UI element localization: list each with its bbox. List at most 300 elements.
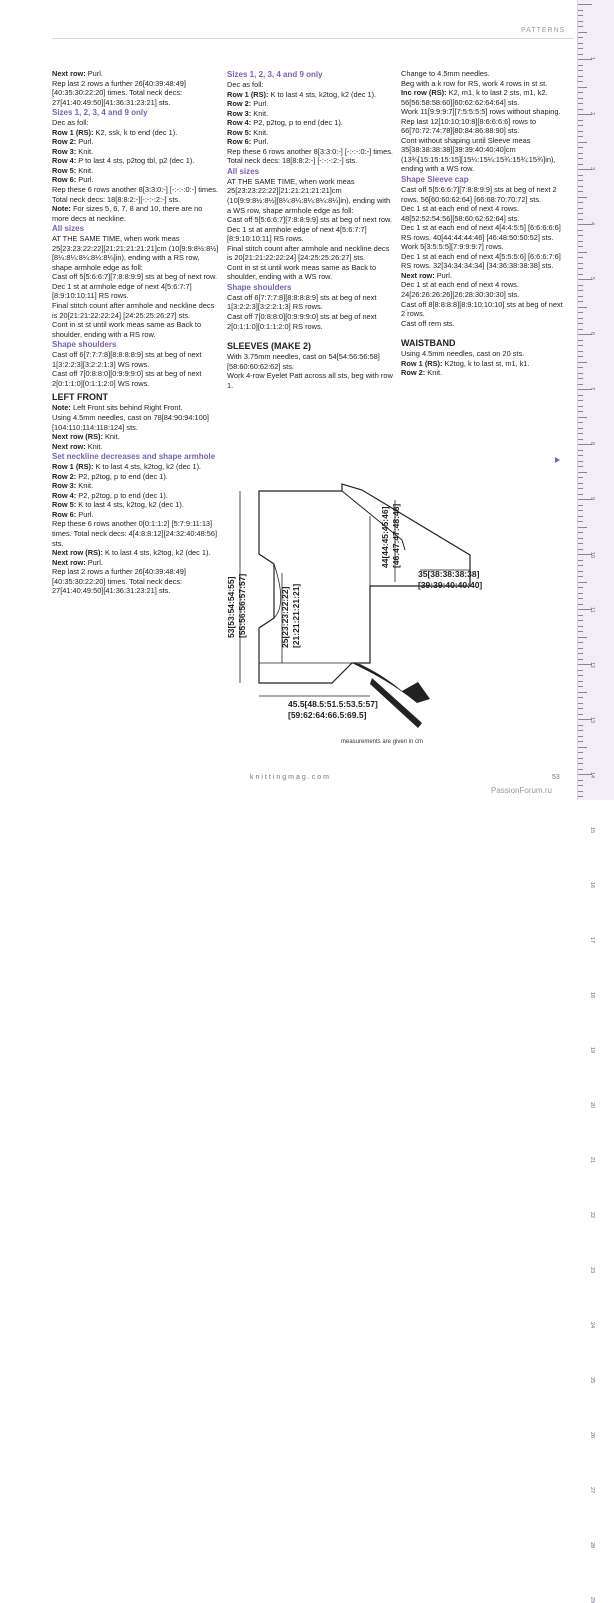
instruction-row (52, 156, 220, 166)
dim-sleeve-length: 35[38:38:38:38] (418, 569, 480, 579)
ruler-label: 27 (589, 1487, 595, 1494)
ruler-tick (578, 164, 583, 165)
ruler-label: 17 (589, 937, 595, 944)
ruler-tick (578, 697, 583, 698)
instruction-row (52, 510, 220, 520)
paragraph: Dec 1 st at each end of next 4[4:4:5:5] [6:6:6:6:6] RS rows. 40[44:44:44:46] [46:48:50:50:52] sts. (401, 223, 561, 242)
instruction-row (52, 69, 220, 79)
paragraph: Cont in st st until work meas same as Back to shoulder, ending with a RS row. (52, 320, 202, 339)
paragraph: Cast off rem sts. (401, 318, 455, 328)
ruler-tick (578, 593, 583, 594)
ruler-label: 19 (589, 1047, 595, 1054)
paragraph: Dec 1 st at each end of next 4 rows. 24[26:26:26:26][26:28:30:30:30] sts. (401, 280, 520, 300)
row-text: Knit. (104, 432, 120, 442)
row-label: Next row: (401, 270, 437, 280)
ruler-tick (578, 780, 583, 781)
paragraph: Cast off 8[8:8:8:8][8:9:10:10:10] sts at beg of next 2 rows. (401, 299, 563, 319)
row-text: Knit. (78, 165, 94, 175)
column-2 (227, 69, 393, 390)
row-label: Row 1 (RS): (52, 127, 96, 137)
section-heading: WAISTBAND (401, 338, 456, 349)
section-tag: PATTERNS (521, 27, 566, 34)
ruler-label: 12 (589, 662, 595, 669)
ruler-tick (578, 796, 583, 797)
paragraph: Rep last 12[10:10:10:8][8:6:6:6:6] rows to 66[70:72:74:78][80:84:86:88:90] sts. (401, 116, 537, 136)
ruler-tick (578, 428, 583, 429)
ruler-tick (578, 708, 583, 709)
paragraph: Dec as foll: (52, 118, 89, 128)
ruler-tick (578, 565, 583, 566)
instruction-row (52, 166, 220, 176)
schematic-diagram (222, 478, 482, 740)
instruction-row (52, 432, 220, 442)
ruler-tick (578, 576, 583, 577)
ruler-tick (578, 659, 583, 660)
paragraph: Change to 4.5mm needles. (401, 69, 490, 78)
ruler-tick (578, 620, 583, 621)
ruler-tick (578, 417, 587, 418)
ruler-tick (578, 26, 583, 27)
ruler-tick (578, 395, 583, 396)
ruler-label: 5 (589, 277, 595, 281)
paragraph: With 3.75mm needles, cast on 54[54:56:56:58][58:60:60:62:62] sts. (227, 352, 380, 371)
ruler-tick (578, 70, 583, 71)
ruler-tick (578, 670, 583, 671)
dim-sleeve-length-2: [39:39:40:40:40] (418, 580, 483, 590)
instruction-row (401, 359, 566, 369)
ruler-tick (578, 153, 583, 154)
ruler-label: 2 (589, 112, 595, 116)
row-label: Row 6: (227, 137, 254, 147)
ruler-tick (578, 312, 583, 313)
paragraph: Cont without shaping until Sleeve meas 35[38:38:38:38][39:39:40:40:40]cm (13¾[15:15:15:15][15¼:15¼:15¾:15¾:15¾]in), ending with a WS row. (401, 135, 556, 174)
paragraph: Cast off 5[5:6:6:7][7:8:8:9:9] sts at beg of next row. (227, 215, 393, 225)
row-label: Row 3: (52, 481, 79, 491)
ruler-tick (578, 296, 583, 297)
ruler-tick (578, 120, 583, 121)
ruler-tick (578, 422, 583, 423)
ruler-tick (578, 362, 587, 363)
ruler-tick (578, 730, 583, 731)
paragraph: Rep these 6 rows another 8[3:3:0:-] [-:-:-:0:-] times. Total neck decs: 18[8:8:2:-][-:-:-:2:-] sts. (52, 185, 218, 204)
ruler-label: 28 (589, 1542, 595, 1549)
ruler-tick (578, 213, 583, 214)
ruler-label: 22 (589, 1212, 595, 1219)
row-label: Row 4: (52, 490, 79, 500)
ruler-tick (578, 351, 583, 352)
ruler-tick (578, 32, 587, 33)
row-text: P2, p2tog, p to end (dec 1). (78, 471, 168, 481)
dim-inner-height-2: [21:21:21:21:21] (291, 583, 301, 648)
ruler-tick (578, 450, 583, 451)
paragraph: Cast off 6[7:7:7:8][8:8:8:8:9] sts at beg of next 1[3:2:2:3][3:2:2:1:3] RS rows. (227, 292, 377, 312)
row-label: Row 6: (52, 509, 79, 519)
row-label: Next row: (52, 69, 88, 78)
page-number: 53 (552, 774, 560, 781)
subheading: Shape Sleeve cap (401, 175, 469, 185)
row-label: Row 3: (227, 108, 254, 118)
row-label: Row 4: (227, 118, 254, 128)
ruler-tick (578, 494, 583, 495)
instruction-row (52, 481, 220, 491)
row-label: Next row: (52, 441, 88, 451)
ruler-label: 20 (589, 1102, 595, 1109)
ruler-tick (578, 356, 583, 357)
row-label: Row 1 (RS): (227, 89, 271, 99)
paragraph: Cast off 5[5:6:6:7][7:8:8:9:9] sts at beg of next row. (52, 272, 218, 282)
row-text: Purl. (87, 69, 103, 78)
row-text: K to last 4 sts, k2tog, k2 (dec 1). (270, 89, 377, 99)
ruler-tick (578, 367, 583, 368)
ruler-tick (578, 202, 583, 203)
ruler-tick (578, 543, 583, 544)
instruction-row (52, 137, 220, 147)
instruction-row (52, 128, 220, 138)
paragraph: Cast off 7[0:8:8:0][0:9:9:9:0] sts at beg of next 2[0:1:1:0][0:1:1:2:0] RS rows. (227, 312, 377, 331)
paragraph: Dec 1 st at armhole edge of next 4[5:6:7:7] [8:9:10:10:11] RS rows. (52, 281, 192, 301)
dim-sleeve-cap: 44[44:45:45:46] (380, 506, 390, 568)
ruler-tick (578, 516, 583, 517)
ruler-tick (578, 686, 583, 687)
instruction-row (52, 442, 220, 452)
ruler-tick (578, 549, 583, 550)
row-text: For sizes 5, 6, 7, 8 and 10, there are no more decs at neckline. (52, 204, 203, 223)
dim-sleeve-cap-2: [46:47:47:48:48] (391, 503, 401, 568)
subheading: All sizes (227, 166, 260, 176)
ruler-tick (578, 142, 587, 143)
row-label: Next row: (52, 557, 88, 567)
row-text: Knit. (427, 368, 443, 378)
ruler-tick (578, 521, 583, 522)
instruction-row (401, 368, 566, 378)
dim-inner-height: 25[23:23:22:22] (280, 586, 290, 648)
row-text: Purl. (87, 557, 103, 567)
row-label: Row 2: (227, 99, 254, 109)
ruler-tick (578, 241, 583, 242)
ruler-label: 16 (589, 882, 595, 889)
instruction-row (401, 88, 566, 107)
dim-left-height: 53[53:54:54:55] (226, 576, 236, 638)
dim-width-2: [59:62:64:66.5:69.5] (288, 710, 367, 720)
row-label: Row 5: (52, 165, 79, 175)
ruler-tick (578, 455, 583, 456)
paragraph: Cont in st st until work meas same as Back to shoulder, ending with a WS row. (227, 262, 377, 282)
row-label: Row 2: (401, 368, 428, 378)
ruler-label: 8 (589, 442, 595, 446)
ruler-tick (578, 180, 583, 181)
ruler-tick (578, 406, 583, 407)
row-text: K to last 4 sts, k2tog, k2 (dec 1). (95, 462, 202, 472)
instruction-row (227, 118, 393, 128)
side-ruler (577, 0, 614, 1603)
ruler-label: 21 (589, 1157, 595, 1164)
ruler-tick (578, 791, 583, 792)
ruler-tick (578, 252, 587, 253)
ruler-tick (578, 433, 583, 434)
ruler-tick (578, 257, 583, 258)
ruler-tick (578, 587, 583, 588)
row-label: Row 2: (52, 137, 79, 147)
section-heading: LEFT FRONT (52, 392, 108, 403)
ruler-tick (578, 472, 587, 473)
row-text: K2tog, k to last st, m1, k1. (444, 358, 530, 368)
instruction-row (52, 548, 220, 558)
instruction-row (52, 147, 220, 157)
ruler-tick (578, 208, 583, 209)
row-text: P2, p2tog, p to end (dec 1). (78, 490, 168, 500)
ruler-tick (578, 318, 583, 319)
row-text: K to last 4 sts, k2tog, k2 (dec 1). (78, 500, 184, 510)
row-label: Row 5: (52, 500, 79, 510)
paragraph: Final stitch count after armhole and neckline decs is 20[21:21:22:22:24] [24:25:25:26:27] sts. (52, 301, 215, 320)
ruler-tick (578, 191, 583, 192)
instruction-row (52, 558, 220, 568)
instruction-row (52, 500, 220, 510)
ruler-tick (578, 103, 583, 104)
ruler-tick (578, 758, 583, 759)
ruler-tick (578, 175, 583, 176)
diagram-caption: measurements are given in cm (341, 739, 424, 745)
row-label: Note: (52, 204, 73, 214)
row-text: Knit. (78, 146, 94, 156)
instruction-row (227, 128, 393, 138)
ruler-tick (578, 158, 583, 159)
ruler-tick (578, 483, 583, 484)
ruler-tick (578, 307, 587, 308)
instruction-row (227, 90, 393, 100)
ruler-label: 25 (589, 1377, 595, 1384)
ruler-tick (578, 15, 583, 16)
row-text: Purl. (78, 137, 94, 147)
ruler-tick (578, 274, 583, 275)
ruler-label: 29 (589, 1597, 595, 1603)
ruler-tick (578, 510, 583, 511)
paragraph: Rep last 2 rows a further 26[40:39:48:49] [40:35:30:22:20] times. Total neck decs: 27[41:40:49:50][41:36:31:23:21] sts. (52, 78, 186, 107)
ruler-tick (578, 54, 583, 55)
ruler-tick (578, 136, 583, 137)
instruction-row (52, 462, 220, 472)
paragraph: Dec 1 st at each end of next 4 rows. 48[52:52:54:56][58:60:62:62:64] sts. (401, 204, 520, 223)
row-text: K to last 4 sts, k2tog, k2 (dec 1). (104, 548, 211, 558)
ruler-tick (578, 461, 583, 462)
column-3 (401, 69, 566, 378)
ruler-tick (578, 642, 583, 643)
row-text: Purl. (253, 137, 269, 147)
ruler-tick (578, 488, 583, 489)
ruler-label: 26 (589, 1432, 595, 1439)
ruler-label: 7 (589, 387, 595, 391)
ruler-label: 1 (589, 57, 595, 61)
ruler-tick (578, 626, 583, 627)
ruler-tick (578, 505, 583, 506)
row-text: Left Front sits behind Right Front. (72, 403, 183, 413)
ruler-tick (578, 582, 587, 583)
ruler-tick (578, 681, 583, 682)
instruction-row (227, 109, 393, 119)
ruler-tick (578, 65, 583, 66)
instruction-row (52, 491, 220, 501)
ruler-tick (578, 747, 587, 748)
section-heading: SLEEVES (MAKE 2) (227, 341, 312, 352)
row-label: Row 5: (227, 127, 254, 137)
paragraph: Dec 1 st at each end of next 4[5:5:5:6] [6:6:6:7:6] RS rows. 32[34:34:34:34] [34:36:38:38:38] sts. (401, 251, 561, 271)
ruler-tick (578, 230, 583, 231)
paragraph: Work 5[3:5:5:5][7:9:9:9:7] rows. (401, 242, 504, 252)
ruler-tick (578, 48, 583, 49)
row-label: Row 2: (52, 471, 79, 481)
ruler-label: 3 (589, 167, 595, 171)
row-text: Knit. (87, 441, 103, 451)
ruler-tick (578, 285, 583, 286)
ruler-tick (578, 384, 583, 385)
row-text: P to last 4 sts, p2tog tbl, p2 (dec 1). (78, 156, 195, 166)
ruler-label: 24 (589, 1322, 595, 1329)
ruler-tick (578, 87, 587, 88)
ruler-label: 13 (589, 717, 595, 724)
row-text: K2, m1, k to last 2 sts, m1, k2. 56[56:58:58:60][60:62:62:64:64] sts. (401, 88, 548, 107)
ruler-tick (578, 10, 583, 11)
instruction-row (401, 271, 566, 281)
ruler-label: 6 (589, 332, 595, 336)
ruler-tick (578, 692, 587, 693)
ruler-tick (578, 43, 583, 44)
watermark: PassionForum.ru (491, 786, 552, 795)
ruler-tick (578, 4, 592, 5)
ruler-tick (578, 378, 583, 379)
paragraph: Using 4.5mm needles, cast on 20 sts. (401, 349, 525, 359)
ruler-tick (578, 703, 583, 704)
ruler-tick (578, 538, 583, 539)
header-rule (52, 38, 574, 39)
ruler-tick (578, 725, 583, 726)
paragraph: Cast off 5[5:6:6:7][7:8:8:9:9] sts at beg of next 2 rows. 56[60:60:62:64] [66:68:70:70:72] sts. (401, 185, 557, 204)
ruler-label: 18 (589, 992, 595, 999)
instruction-row (52, 472, 220, 482)
row-label: Next row (RS): (52, 432, 105, 442)
ruler-tick (578, 109, 583, 110)
row-label: Row 4: (52, 156, 79, 166)
ruler-tick (578, 235, 583, 236)
ruler-label: 15 (589, 827, 595, 834)
paragraph: Work 4-row Eyelet Patt across all sts, beg with row 1. (227, 371, 393, 390)
row-text: Purl. (78, 175, 94, 185)
instruction-row (52, 175, 220, 185)
ruler-tick (578, 268, 583, 269)
ruler-tick (578, 329, 583, 330)
row-label: Row 6: (52, 175, 79, 185)
ruler-tick (578, 648, 583, 649)
ruler-tick (578, 92, 583, 93)
paragraph: Cast off 7[0:8:8:0][0:9:9:9:0] sts at beg of next 2[0:1:1:0][0:1:1:2:0] WS rows. (52, 369, 202, 388)
row-text: Purl. (436, 270, 452, 280)
ruler-tick (578, 76, 583, 77)
ruler-tick (578, 340, 583, 341)
instruction-row (52, 403, 220, 413)
ruler-tick (578, 345, 583, 346)
ruler-tick (578, 186, 583, 187)
row-label: Row 1 (RS): (401, 358, 445, 368)
ruler-tick (578, 637, 587, 638)
dim-width: 45.5[48.5:51.5:53.5:57] (288, 699, 378, 709)
ruler-tick (578, 477, 583, 478)
ruler-label: 14 (589, 772, 595, 779)
subheading: Sizes 1, 2, 3, 4 and 9 only (52, 108, 148, 118)
ruler-tick (578, 615, 583, 616)
ruler-tick (578, 37, 583, 38)
ruler-label: 10 (589, 552, 595, 559)
ruler-tick (578, 411, 583, 412)
ruler-tick (578, 125, 583, 126)
ruler-label: 4 (589, 222, 595, 226)
continue-arrow-icon (555, 457, 560, 463)
ruler-tick (578, 263, 583, 264)
ruler-tick (578, 763, 583, 764)
paragraph: AT THE SAME TIME, when work meas 25[23:23:22:22][21:21:21:21:21]cm (10[9:9:8½:8½][8¼:8¼:8¼:8¼:8¼]in), ending with a WS row, shape armhole edge as foll: (227, 176, 391, 215)
ruler-tick (578, 741, 583, 742)
ruler-tick (578, 301, 583, 302)
row-label: Inc row (RS): (401, 88, 449, 98)
column-1 (52, 69, 220, 596)
ruler-tick (578, 560, 583, 561)
ruler-tick (578, 532, 583, 533)
row-label: Row 1 (RS): (52, 462, 96, 472)
ruler-tick (578, 571, 583, 572)
instruction-row (52, 204, 220, 223)
ruler-tick (578, 219, 583, 220)
ruler-tick (578, 439, 583, 440)
paragraph: Dec 1 st at armhole edge of next 4[5:6:7:7][8:9:10:10:11] RS rows. (227, 224, 367, 244)
ruler-tick (578, 631, 583, 632)
instruction-row (227, 99, 393, 109)
paragraph: AT THE SAME TIME, when work meas 25[23:23:22:22][21:21:21:21:21]cm (10[9:9:8½:8½][8¼:8¼:8¼:8¼:8¼]in), ending with a RS row, shape armhole edge as foll: (52, 234, 219, 272)
row-text: Knit. (78, 481, 94, 491)
ruler-tick (578, 675, 583, 676)
ruler-tick (578, 147, 583, 148)
ruler-tick (578, 373, 583, 374)
ruler-tick (578, 736, 583, 737)
ruler-label: 11 (589, 607, 595, 613)
row-text: Purl. (253, 99, 269, 109)
paragraph: Dec as foll: (227, 80, 264, 89)
ruler-tick (578, 653, 583, 654)
ruler-tick (578, 785, 583, 786)
subheading: All sizes (52, 224, 85, 234)
ruler-tick (578, 290, 583, 291)
ruler-tick (578, 527, 587, 528)
row-text: Knit. (253, 127, 269, 137)
row-text: P2, p2tog, p to end (dec 1). (253, 118, 343, 128)
row-text: K2, ssk, k to end (dec 1). (95, 127, 178, 137)
paragraph: Rep these 6 rows another 8[3:3:0:-] [-:-:-:0:-] times. Total neck decs: 18[8:8:2:-] [-:-:-:2:-] sts. (227, 146, 393, 166)
paragraph: Rep last 2 rows a further 26[40:39:48:49] [40:35:30:22:20] times. Total neck decs: 27[41:40:49:50][41:36:31:23:21] sts. (52, 567, 186, 596)
ruler-tick (578, 752, 583, 753)
paragraph: Rep these 6 rows another 0[0:1:1:2] [5:7:9:11:13] times. Total neck decs: 4[4:8:8:12][24:32:40:48:56] sts. (52, 519, 218, 548)
ruler-tick (578, 400, 583, 401)
ruler-tick (578, 466, 583, 467)
footer-site: knittingmag.com (250, 774, 331, 781)
ruler-tick (578, 598, 583, 599)
ruler-tick (578, 98, 583, 99)
dim-left-height-2: [55:56:56:57:57] (237, 573, 247, 638)
ruler-label: 23 (589, 1267, 595, 1274)
ruler-tick (578, 323, 583, 324)
ruler-tick (578, 131, 583, 132)
subheading: Shape shoulders (52, 340, 117, 350)
paragraph: Cast off 6[7:7:7:8][8:8:8:8:9] sts at beg of next 1[3:2:2:3][3:2:2:1:3] WS rows. (52, 350, 202, 369)
paragraph: Work 11[9:9:9:7][7:5:5:5:5] rows without shaping. (401, 107, 561, 117)
instruction-row (227, 137, 393, 147)
ruler-label: 9 (589, 497, 595, 501)
